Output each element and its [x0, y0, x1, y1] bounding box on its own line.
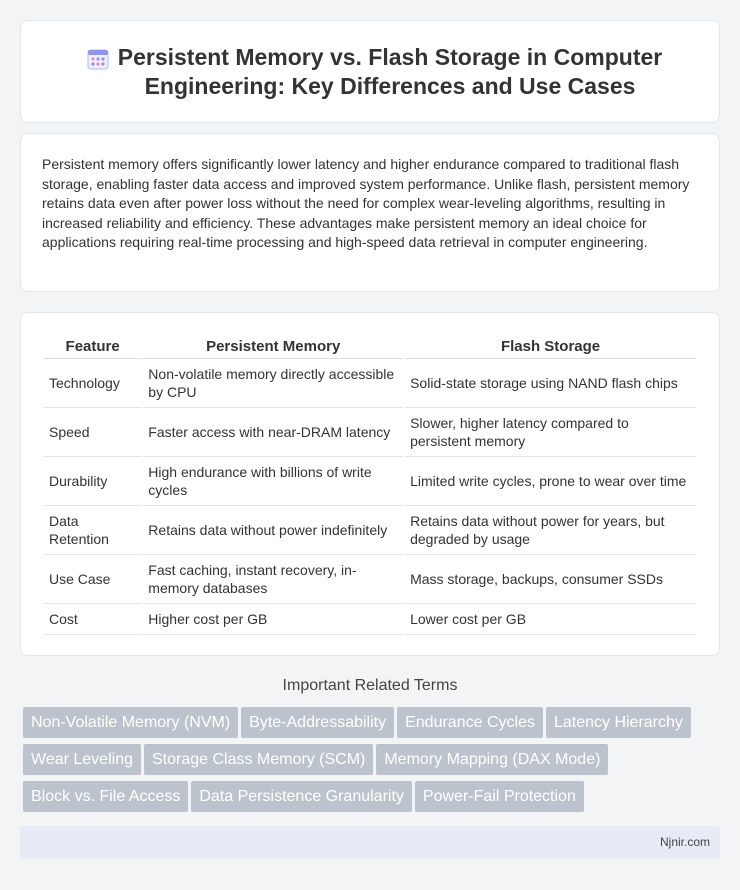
table-header-persistent-memory: Persistent Memory: [143, 333, 403, 359]
table-cell-flash: Slower, higher latency compared to persistent memory: [405, 408, 696, 457]
calendar-grid-icon: [87, 48, 109, 70]
table-cell-persistent: Higher cost per GB: [143, 604, 403, 635]
table-cell-flash: Lower cost per GB: [405, 604, 696, 635]
table-cell-persistent: Retains data without power indefinitely: [143, 506, 403, 555]
tag-block-vs-file-access[interactable]: Block vs. File Access: [23, 781, 188, 812]
tag-endurance-cycles[interactable]: Endurance Cycles: [397, 707, 543, 738]
table-row: [44, 457, 696, 506]
comparison-table-card: [20, 312, 720, 656]
table-cell-persistent: Fast caching, instant recovery, in-memory databases: [143, 555, 403, 604]
table-cell-feature: Speed: [44, 408, 141, 457]
footer: [20, 826, 720, 859]
table-cell-feature: Data Retention: [44, 506, 141, 555]
table-cell-feature: Cost: [44, 604, 141, 635]
tag-row: [23, 781, 713, 818]
table-header-flash-storage: Flash Storage: [405, 333, 696, 359]
table-header-feature: Feature: [44, 333, 141, 359]
tag-byte-addressability[interactable]: Byte-Addressability: [241, 707, 394, 738]
footer-site: Njnir.com: [659, 835, 710, 849]
tag-wear-leveling[interactable]: Wear Leveling: [23, 744, 141, 775]
page-title: Persistent Memory vs. Flash Storage in Computer Engineering: Key Differences and Use Cases: [117, 44, 663, 99]
summary-paragraph: Persistent memory offers significantly lower latency and higher endurance compared to traditional flash storage, enabling faster data access and improved system performance. Unlike flash, persistent memory retains data even after power loss without the need for complex wear-leveling algorithms, resulting in increased reliability and efficiency. These advantages make persistent memory an ideal choice for applications requiring real-time processing and high-speed data retrieval in computer engineering.: [42, 156, 690, 251]
table-cell-persistent: High endurance with billions of write cycles: [143, 457, 403, 506]
tag-nvm[interactable]: Non-Volatile Memory (NVM): [23, 707, 238, 738]
tag-row: [23, 744, 713, 781]
title-card: [20, 20, 720, 123]
table-row: [44, 408, 696, 457]
table-cell-flash: Mass storage, backups, consumer SSDs: [405, 555, 696, 604]
table-row: [44, 604, 696, 635]
table-header-row: [44, 333, 696, 359]
table-row: [44, 506, 696, 555]
table-row: [44, 359, 696, 408]
table-cell-flash: Solid-state storage using NAND flash chips: [405, 359, 696, 408]
table-cell-flash: Limited write cycles, prone to wear over time: [405, 457, 696, 506]
title-wrap: [21, 43, 719, 101]
tag-row: [23, 707, 713, 744]
table-cell-persistent: Faster access with near-DRAM latency: [143, 408, 403, 457]
summary-card: [20, 133, 720, 292]
table-cell-feature: Durability: [44, 457, 141, 506]
tag-power-fail-protection[interactable]: Power-Fail Protection: [415, 781, 584, 812]
table-row: [44, 555, 696, 604]
comparison-table: [42, 333, 698, 635]
table-cell-feature: Technology: [44, 359, 141, 408]
tag-memory-mapping[interactable]: Memory Mapping (DAX Mode): [376, 744, 608, 775]
table-cell-feature: Use Case: [44, 555, 141, 604]
tag-storage-class-memory[interactable]: Storage Class Memory (SCM): [144, 744, 373, 775]
related-terms-title: Important Related Terms: [282, 677, 458, 694]
table-cell-flash: Retains data without power for years, but degraded by usage: [405, 506, 696, 555]
tag-latency-hierarchy[interactable]: Latency Hierarchy: [546, 707, 691, 738]
related-terms-tags: [23, 707, 713, 818]
tag-data-persistence-granularity[interactable]: Data Persistence Granularity: [191, 781, 412, 812]
table-cell-persistent: Non-volatile memory directly accessible by CPU: [143, 359, 403, 408]
